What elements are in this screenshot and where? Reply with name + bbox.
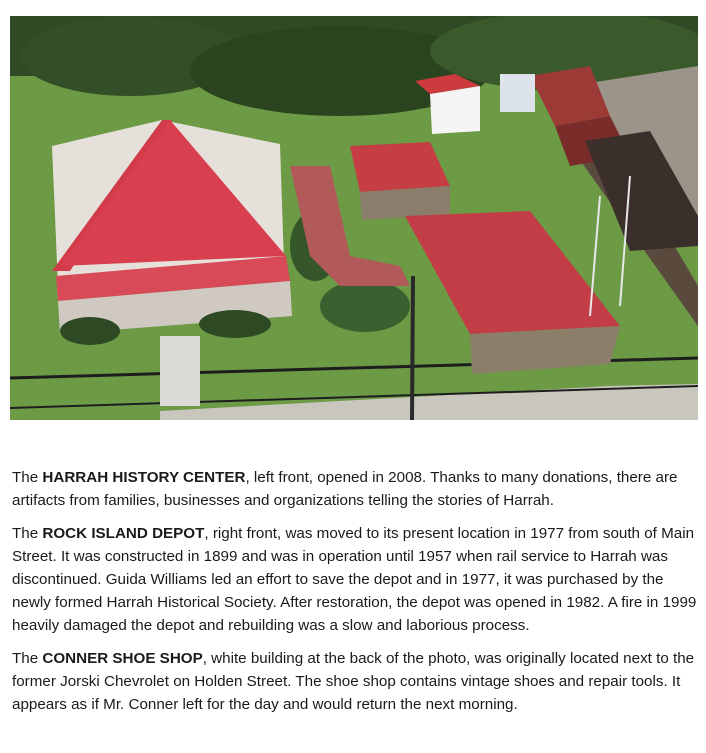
conner-shoe-shop-name: CONNER SHOE SHOP: [42, 650, 203, 667]
caption-text: [12, 466, 700, 726]
history-center-name: HARRAH HISTORY CENTER: [42, 469, 246, 486]
paragraph-rock-island-depot: The ROCK ISLAND DEPOT, right front, was moved to its present location in 1977 from south of Main Street. It was constructed in 1899 and was in operation until 1957 when rail service to Harrah was discontinued. Guida Williams led an effort to save the depot and in 1977, it was purchased by the newly formed Harrah Historical Society. After restoration, the depot was opened in 1982. A fire in 1999 heavily damaged the depot and rebuilding was a slow and laborious process.: [12, 525, 697, 634]
history-center-text: , left front, opened in 2008. Thanks to many donations, there are artifacts from families, businesses and organizations telling the stories of Harrah.: [12, 469, 678, 509]
aerial-photo-illustration: [10, 16, 698, 420]
paragraph-history-center: The HARRAH HISTORY CENTER, left front, opened in 2008. Thanks to many donations, there are artifacts from families, businesses and organizations telling the stories of Harrah.: [12, 469, 678, 509]
rock-island-depot-text: , right front, was moved to its present location in 1977 from south of Main Street. It was constructed in 1899 and was in operation until 1957 when rail service to Harrah was discontinued. Guida Williams led an effort to save the depot and in 1977, it was purchased by the newly formed Harrah Historical Society. After restoration, the depot was opened in 1982. A fire in 1999 heavily damaged the depot and rebuilding was a slow and laborious process.: [12, 525, 697, 634]
conner-shoe-shop-text: , white building at the back of the photo, was originally located next to the former Jorski Chevrolet on Holden Street. The shoe shop contains vintage shoes and repair tools. It appears as if Mr. Conner left for the day and would return the next morning.: [12, 650, 695, 713]
paragraph-conner-shoe-shop: The CONNER SHOE SHOP, white building at the back of the photo, was originally located next to the former Jorski Chevrolet on Holden Street. The shoe shop contains vintage shoes and repair tools. It appears as if Mr. Conner left for the day and would return the next morning.: [12, 650, 695, 713]
aerial-photo: [10, 16, 698, 420]
rock-island-depot-name: ROCK ISLAND DEPOT: [42, 525, 205, 542]
